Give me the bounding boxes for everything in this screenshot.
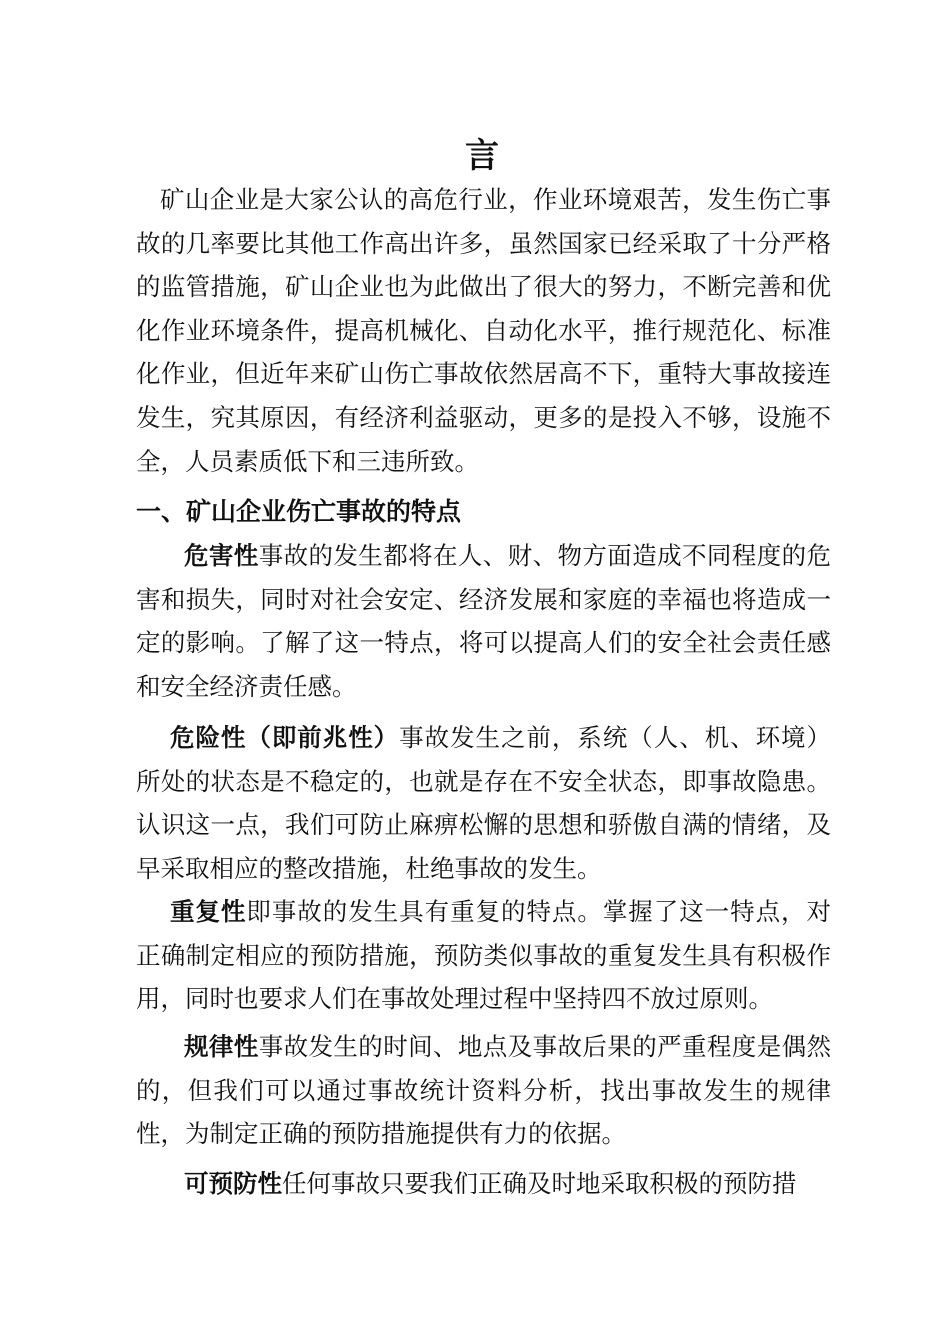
characteristic-repetition [136,890,831,1021]
characteristic-text: 即事故的发生具有重复的特点。掌握了这一特点，对正确制定相应的预防措施，预防类似事故的重复发生具有积极作用，同时也要求人们在事故处理过程中坚持四不放过原则。 [136,897,832,1014]
intro-paragraph: 矿山企业是大家公认的高危行业，作业环境艰苦，发生伤亡事故的几率要比其他工作高出许多，虽然国家已经采取了十分严格的监管措施，矿山企业也为此做出了很大的努力，不断完善和优化作业环境条件，提高机械化、自动化水平，推行规范化、标准化作业，但近年来矿山伤亡事故依然居高不下，重特大事故接连发生，究其原因，有经济利益驱动，更多的是投入不够，设施不全，人员素质低下和三违所致。 [136,185,831,476]
characteristic-term: 危险性（即前兆性） [170,723,400,752]
section-heading: 一、矿山企业伤亡事故的特点 [136,497,462,526]
characteristic-harmfulness [136,534,831,708]
characteristic-text: 事故发生的时间、地点及事故后果的严重程度是偶然的，但我们可以通过事故统计资料分析，找出事故发生的规律性，为制定正确的预防措施提供有力的依据。 [136,1032,832,1149]
page-title: 言 [465,136,499,176]
characteristic-term: 重复性 [170,897,247,926]
characteristic-text: 事故发生之前，系统（人、机、环境）所处的状态是不稳定的，也就是存在不安全状态，即事故隐患。认识这一点，我们可防止麻痹松懈的思想和骄傲自满的情绪，及早采取相应的整改措施，杜绝事故的发生。 [136,723,831,883]
characteristic-term: 规律性 [184,1032,259,1061]
characteristic-term: 可预防性 [184,1169,282,1198]
characteristic-text: 事故的发生都将在人、财、物方面造成不同程度的危害和损失，同时对社会安定、经济发展和家庭的幸福也将造成一定的影响。了解了这一特点，将可以提高人们的安全社会责任感和安全经济责任感。 [136,541,832,701]
characteristic-danger [136,716,831,890]
characteristic-text: 任何事故只要我们正确及时地采取积极的预防措 [282,1169,797,1198]
characteristic-preventability [136,1162,831,1206]
characteristic-regularity [136,1025,831,1156]
characteristic-term: 危害性 [184,541,259,570]
